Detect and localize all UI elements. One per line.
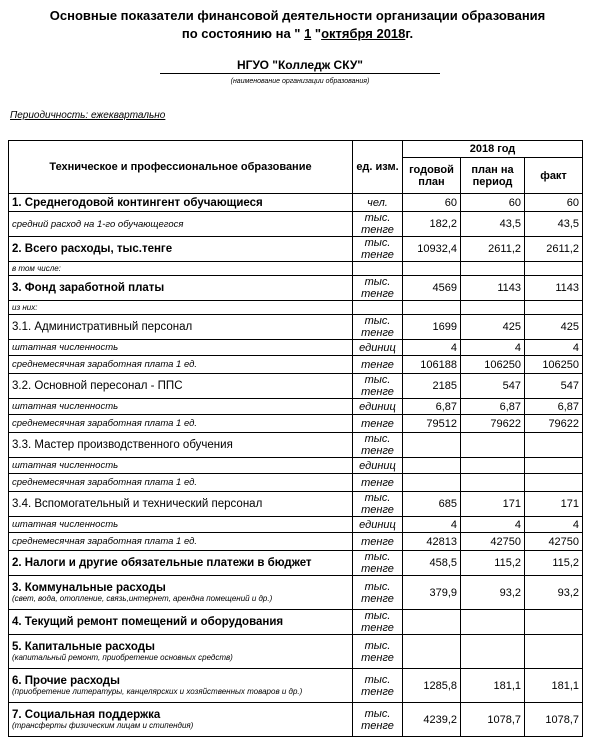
row-period-plan: 79622 xyxy=(461,415,525,433)
title-month-year: октября 2018 xyxy=(321,26,406,41)
row-fact: 171 xyxy=(525,492,583,517)
table-row xyxy=(9,237,583,262)
row-sublabel: (капитальный ремонт, приобретение основных средств) xyxy=(12,652,233,662)
row-label-cell xyxy=(9,374,353,399)
row-fact: 60 xyxy=(525,194,583,212)
row-label-cell xyxy=(9,399,353,415)
table-row xyxy=(9,533,583,551)
row-annual-plan: 10932,4 xyxy=(403,237,461,262)
row-annual-plan xyxy=(403,301,461,315)
row-label-cell xyxy=(9,492,353,517)
row-label-cell xyxy=(9,212,353,237)
report-title-line1: Основные показатели финансовой деятельности организации образования xyxy=(49,8,546,23)
row-unit: тыс. тенге xyxy=(353,610,403,635)
row-label: средний расход на 1-го обучающегося xyxy=(12,218,184,230)
column-header-annual-plan: годовой план xyxy=(403,158,461,194)
row-unit: тыс. тенге xyxy=(353,635,403,669)
row-label: 3.4. Вспомогательный и технический персонал xyxy=(12,498,263,510)
row-annual-plan xyxy=(403,474,461,492)
table-row xyxy=(9,576,583,610)
row-label: 3.2. Основной пересонал - ППС xyxy=(12,380,183,392)
row-unit: тыс. тенге xyxy=(353,703,403,737)
row-label-cell xyxy=(9,458,353,474)
row-unit: единиц xyxy=(353,340,403,356)
row-label: 2. Всего расходы, тыс.тенге xyxy=(12,243,173,255)
row-period-plan: 42750 xyxy=(461,533,525,551)
row-sublabel: (приобретение литературы, канцелярских и хозяйственных товаров и др.) xyxy=(12,686,303,696)
column-header-main: Техническое и профессиональное образование xyxy=(9,141,353,194)
row-fact: 4 xyxy=(525,517,583,533)
row-fact: 6,87 xyxy=(525,399,583,415)
row-sublabel: (свет, вода, отопление, связь,интернет, арендна помещений и др.) xyxy=(12,593,273,603)
row-fact xyxy=(525,474,583,492)
row-fact xyxy=(525,433,583,458)
table-row xyxy=(9,374,583,399)
row-label: 3.1. Административный персонал xyxy=(12,321,193,333)
row-label: штатная численность xyxy=(12,460,119,471)
row-fact: 115,2 xyxy=(525,551,583,576)
row-period-plan: 43,5 xyxy=(461,212,525,237)
table-row xyxy=(9,517,583,533)
table-row xyxy=(9,474,583,492)
table-row xyxy=(9,276,583,301)
row-unit: единиц xyxy=(353,458,403,474)
row-label: штатная численность xyxy=(12,342,119,353)
report-title-line2 xyxy=(0,26,595,41)
row-unit: тенге xyxy=(353,474,403,492)
row-annual-plan: 685 xyxy=(403,492,461,517)
row-unit: тыс. тенге xyxy=(353,576,403,610)
row-period-plan: 547 xyxy=(461,374,525,399)
row-period-plan: 1143 xyxy=(461,276,525,301)
row-annual-plan xyxy=(403,458,461,474)
row-fact: 181,1 xyxy=(525,669,583,703)
table-row xyxy=(9,415,583,433)
row-fact: 42750 xyxy=(525,533,583,551)
row-unit: чел. xyxy=(353,194,403,212)
row-label: 4. Текущий ремонт помещений и оборудования xyxy=(12,616,284,628)
title-day: 1 xyxy=(304,26,312,41)
row-annual-plan: 60 xyxy=(403,194,461,212)
row-label-cell xyxy=(9,551,353,576)
row-period-plan xyxy=(461,610,525,635)
row-annual-plan: 2185 xyxy=(403,374,461,399)
row-annual-plan: 4 xyxy=(403,340,461,356)
row-label-cell xyxy=(9,415,353,433)
row-period-plan xyxy=(461,301,525,315)
row-annual-plan: 4 xyxy=(403,517,461,533)
table-row xyxy=(9,635,583,669)
title-mid: " xyxy=(311,26,322,41)
row-fact: 93,2 xyxy=(525,576,583,610)
row-period-plan xyxy=(461,433,525,458)
row-fact: 425 xyxy=(525,315,583,340)
row-label: 1. Среднегодовой контингент обучающиеся xyxy=(12,196,263,209)
table-row xyxy=(9,492,583,517)
organization-caption: (наименование организации образования) xyxy=(230,78,370,85)
row-period-plan: 4 xyxy=(461,340,525,356)
row-label-cell xyxy=(9,237,353,262)
column-header-unit: ед. изм. xyxy=(353,141,403,194)
row-period-plan: 425 xyxy=(461,315,525,340)
row-fact: 106250 xyxy=(525,356,583,374)
row-period-plan xyxy=(461,635,525,669)
row-unit: тенге xyxy=(353,356,403,374)
row-fact xyxy=(525,301,583,315)
row-label: среднемесячная заработная плата 1 ед. xyxy=(12,477,198,488)
row-unit: тенге xyxy=(353,533,403,551)
row-unit: единиц xyxy=(353,517,403,533)
row-annual-plan: 6,87 xyxy=(403,399,461,415)
row-fact: 547 xyxy=(525,374,583,399)
table-row xyxy=(9,610,583,635)
table-row xyxy=(9,433,583,458)
row-annual-plan xyxy=(403,262,461,276)
table-row xyxy=(9,669,583,703)
row-annual-plan xyxy=(403,433,461,458)
row-period-plan: 2611,2 xyxy=(461,237,525,262)
row-unit: тыс. тенге xyxy=(353,237,403,262)
periodicity-label: Периодичность: ежеквартально xyxy=(10,110,166,121)
row-period-plan: 106250 xyxy=(461,356,525,374)
row-fact: 2611,2 xyxy=(525,237,583,262)
row-label: 6. Прочие расходы xyxy=(12,674,120,687)
row-annual-plan: 4569 xyxy=(403,276,461,301)
row-annual-plan: 4239,2 xyxy=(403,703,461,737)
row-fact: 43,5 xyxy=(525,212,583,237)
table-row xyxy=(9,212,583,237)
row-period-plan: 6,87 xyxy=(461,399,525,415)
organization-name: НГУО "Колледж СКУ" xyxy=(160,58,440,74)
row-label-cell xyxy=(9,533,353,551)
row-unit xyxy=(353,262,403,276)
row-sublabel: (трансферты физическим лицам и стипендия) xyxy=(12,720,194,730)
row-fact: 1078,7 xyxy=(525,703,583,737)
row-label: штатная численность xyxy=(12,519,119,530)
row-label: среднемесячная заработная плата 1 ед. xyxy=(12,359,198,370)
row-label-cell xyxy=(9,517,353,533)
row-label-cell xyxy=(9,301,353,315)
table-row xyxy=(9,551,583,576)
table-row xyxy=(9,194,583,212)
table-row xyxy=(9,356,583,374)
row-label: 3. Фонд заработной платы xyxy=(12,282,165,294)
row-annual-plan: 79512 xyxy=(403,415,461,433)
title-suffix: г. xyxy=(405,26,414,41)
financial-indicators-table xyxy=(8,140,583,737)
row-annual-plan: 182,2 xyxy=(403,212,461,237)
row-fact xyxy=(525,262,583,276)
column-header-period-plan: план на период xyxy=(461,158,525,194)
row-unit: тыс. тенге xyxy=(353,433,403,458)
row-label-cell xyxy=(9,703,353,737)
row-label: штатная численность xyxy=(12,401,119,412)
row-unit: тыс. тенге xyxy=(353,276,403,301)
row-annual-plan: 1699 xyxy=(403,315,461,340)
row-period-plan: 171 xyxy=(461,492,525,517)
row-annual-plan: 379,9 xyxy=(403,576,461,610)
row-label: из них: xyxy=(12,303,38,312)
row-period-plan: 1078,7 xyxy=(461,703,525,737)
title-prefix: по состоянию на " xyxy=(181,26,305,41)
row-label: 3.3. Мастер производственного обучения xyxy=(12,439,233,451)
row-label: среднемесячная заработная плата 1 ед. xyxy=(12,418,198,429)
row-label-cell xyxy=(9,433,353,458)
row-unit xyxy=(353,301,403,315)
row-fact: 4 xyxy=(525,340,583,356)
table-row xyxy=(9,301,583,315)
row-unit: тыс. тенге xyxy=(353,212,403,237)
row-annual-plan xyxy=(403,610,461,635)
row-unit: тыс. тенге xyxy=(353,551,403,576)
row-label-cell xyxy=(9,194,353,212)
row-period-plan xyxy=(461,474,525,492)
row-label-cell xyxy=(9,610,353,635)
row-period-plan: 93,2 xyxy=(461,576,525,610)
row-label-cell xyxy=(9,474,353,492)
row-label-cell xyxy=(9,276,353,301)
row-label-cell xyxy=(9,315,353,340)
table-row xyxy=(9,315,583,340)
column-header-fact: факт xyxy=(525,158,583,194)
row-period-plan: 115,2 xyxy=(461,551,525,576)
row-period-plan xyxy=(461,458,525,474)
table-body xyxy=(9,194,583,737)
table-row xyxy=(9,399,583,415)
row-annual-plan xyxy=(403,635,461,669)
row-fact xyxy=(525,635,583,669)
row-fact xyxy=(525,610,583,635)
row-fact: 1143 xyxy=(525,276,583,301)
row-unit: тыс. тенге xyxy=(353,669,403,703)
table-row xyxy=(9,703,583,737)
row-period-plan: 4 xyxy=(461,517,525,533)
row-label-cell xyxy=(9,356,353,374)
table-row xyxy=(9,458,583,474)
column-header-year: 2018 год xyxy=(403,141,583,158)
row-label-cell xyxy=(9,635,353,669)
row-label: среднемесячная заработная плата 1 ед. xyxy=(12,536,198,547)
row-period-plan: 60 xyxy=(461,194,525,212)
row-unit: тыс. тенге xyxy=(353,492,403,517)
row-period-plan: 181,1 xyxy=(461,669,525,703)
row-unit: тенге xyxy=(353,415,403,433)
row-unit: тыс. тенге xyxy=(353,374,403,399)
row-label: 2. Налоги и другие обязательные платежи в бюджет xyxy=(12,557,312,569)
row-label: 3. Коммунальные расходы xyxy=(12,581,166,594)
row-fact xyxy=(525,458,583,474)
row-unit: тыс. тенге xyxy=(353,315,403,340)
row-annual-plan: 1285,8 xyxy=(403,669,461,703)
row-fact: 79622 xyxy=(525,415,583,433)
row-unit: единиц xyxy=(353,399,403,415)
row-label-cell xyxy=(9,262,353,276)
table-row xyxy=(9,340,583,356)
row-label: 7. Социальная поддержка xyxy=(12,708,161,721)
row-annual-plan: 458,5 xyxy=(403,551,461,576)
row-label-cell xyxy=(9,669,353,703)
row-label: в том числе: xyxy=(12,264,61,273)
row-annual-plan: 42813 xyxy=(403,533,461,551)
table-row xyxy=(9,262,583,276)
row-period-plan xyxy=(461,262,525,276)
row-annual-plan: 106188 xyxy=(403,356,461,374)
row-label-cell xyxy=(9,576,353,610)
row-label: 5. Капитальные расходы xyxy=(12,640,155,653)
row-label-cell xyxy=(9,340,353,356)
